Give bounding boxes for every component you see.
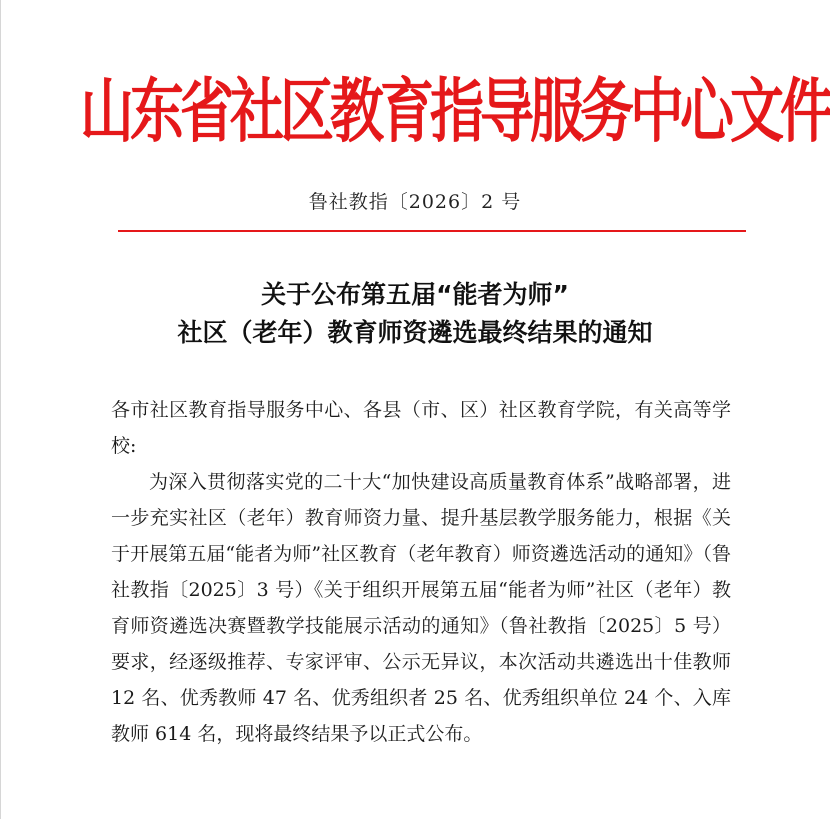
body-paragraph-1: 为深入贯彻落实党的二十大“加快建设高质量教育体系”战略部署，进一步充实社区（老年）教育师资力量、提升基层教学服务能力，根据《关于开展第五届“能者为师”社区教育（老年教育）师资遴选活动的通知》（鲁社教指〔2025〕3 号）《关于组织开展第五届“能者为师”社区（老年）教育师资遴选决赛暨教学技能展示活动的通知》（鲁社教指〔2025〕5 号）要求，经逐级推荐、专家评审、公示无异议，本次活动共遴选出十佳教师 12 名、优秀教师 47 名、优秀组织者 25 名、优秀组织单位 24 个、入库教师 614 名，现将最终结果予以正式公布。 bbox=[111, 471, 731, 745]
notice-title-line-1: 关于公布第五届“能者为师” bbox=[261, 280, 569, 309]
recipients-line: 各市社区教育指导服务中心、各县（市、区）社区教育学院，有关高等学校: bbox=[111, 399, 731, 457]
notice-body bbox=[111, 392, 731, 752]
document-masthead: 山东省社区教育指导服务中心文件 bbox=[80, 70, 830, 152]
page-border bbox=[0, 0, 1, 819]
notice-title bbox=[60, 276, 770, 352]
document-number: 鲁社教指〔2026〕2 号 bbox=[308, 191, 522, 213]
red-separator-line bbox=[118, 230, 746, 232]
notice-title-line-2: 社区（老年）教育师资遴选最终结果的通知 bbox=[177, 318, 653, 347]
